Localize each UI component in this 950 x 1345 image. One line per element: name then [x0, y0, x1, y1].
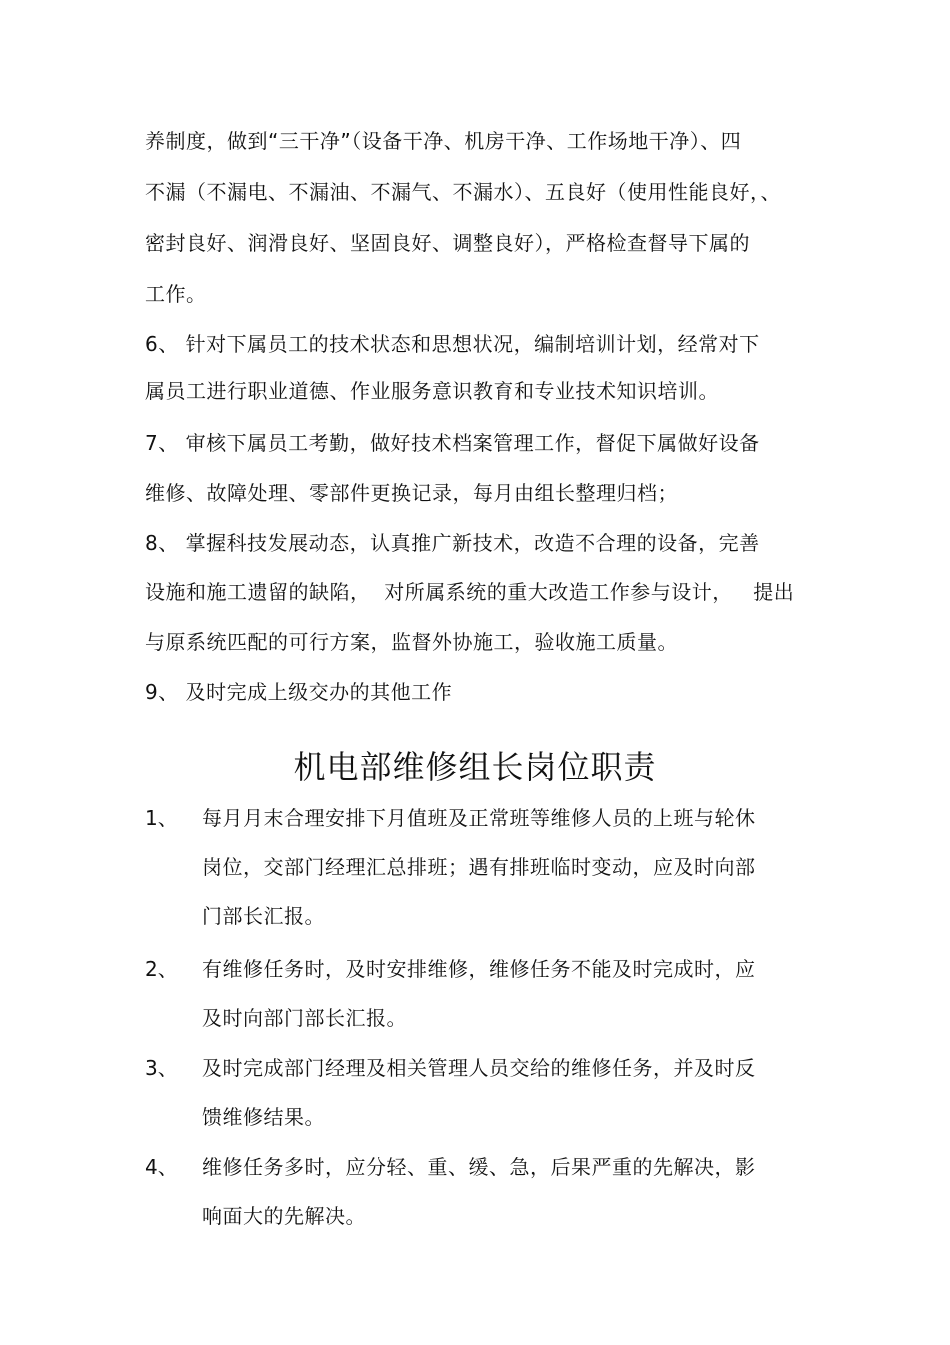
list-item-line: 及时向部门部长汇报。 — [202, 1006, 407, 1030]
list-item-line: 维修、故障处理、零部件更换记录，每月由组长整理归档； — [145, 481, 678, 505]
list-item-line: 岗位，交部门经理汇总排班；遇有排班临时变动，应及时向部 — [202, 855, 756, 879]
list-item-line: 7、 审核下属员工考勤，做好技术档案管理工作，督促下属做好设备 — [145, 431, 760, 455]
paragraph-line: 不漏（不漏电、不漏油、不漏气、不漏水）、五良好（使用性能良好，、 — [145, 180, 781, 204]
list-item-line: 响面大的先解决。 — [202, 1204, 366, 1228]
paragraph-line: 密封良好、润滑良好、坚固良好、调整良好），严格检查督导下属的 — [145, 231, 750, 255]
list-item-line: 9、 及时完成上级交办的其他工作 — [145, 680, 453, 704]
list-item-line: 属员工进行职业道德、作业服务意识教育和专业技术知识培训。 — [145, 379, 719, 403]
list-item-line: 与原系统匹配的可行方案，监督外协施工，验收施工质量。 — [145, 630, 678, 654]
list-item-number: 3、 — [145, 1056, 178, 1080]
list-item-line: 及时完成部门经理及相关管理人员交给的维修任务，并及时反 — [202, 1056, 756, 1080]
paragraph-line: 养制度，做到“三干净”（设备干净、机房干净、工作场地干净）、四 — [145, 129, 742, 153]
list-item-line: 8、 掌握科技发展动态，认真推广新技术，改造不合理的设备，完善 — [145, 531, 760, 555]
list-item-line: 维修任务多时，应分轻、重、缓、急，后果严重的先解决，影 — [202, 1155, 756, 1179]
list-item-number: 4、 — [145, 1155, 178, 1179]
list-item-number: 1、 — [145, 806, 178, 830]
paragraph-line: 工作。 — [145, 282, 207, 306]
list-item-line: 门部长汇报。 — [202, 904, 325, 928]
list-item-line: 6、 针对下属员工的技术状态和思想状况，编制培训计划，经常对下 — [145, 332, 760, 356]
list-item-number: 2、 — [145, 957, 178, 981]
list-item-line: 馈维修结果。 — [202, 1105, 325, 1129]
section-title: 机电部维修组长岗位职责 — [293, 748, 657, 786]
list-item-line: 每月月末合理安排下月值班及正常班等维修人员的上班与轮休 — [202, 806, 756, 830]
list-item-line: 设施和施工遗留的缺陷， 对所属系统的重大改造工作参与设计， 提出 — [145, 580, 795, 604]
list-item-line: 有维修任务时，及时安排维修，维修任务不能及时完成时，应 — [202, 957, 756, 981]
